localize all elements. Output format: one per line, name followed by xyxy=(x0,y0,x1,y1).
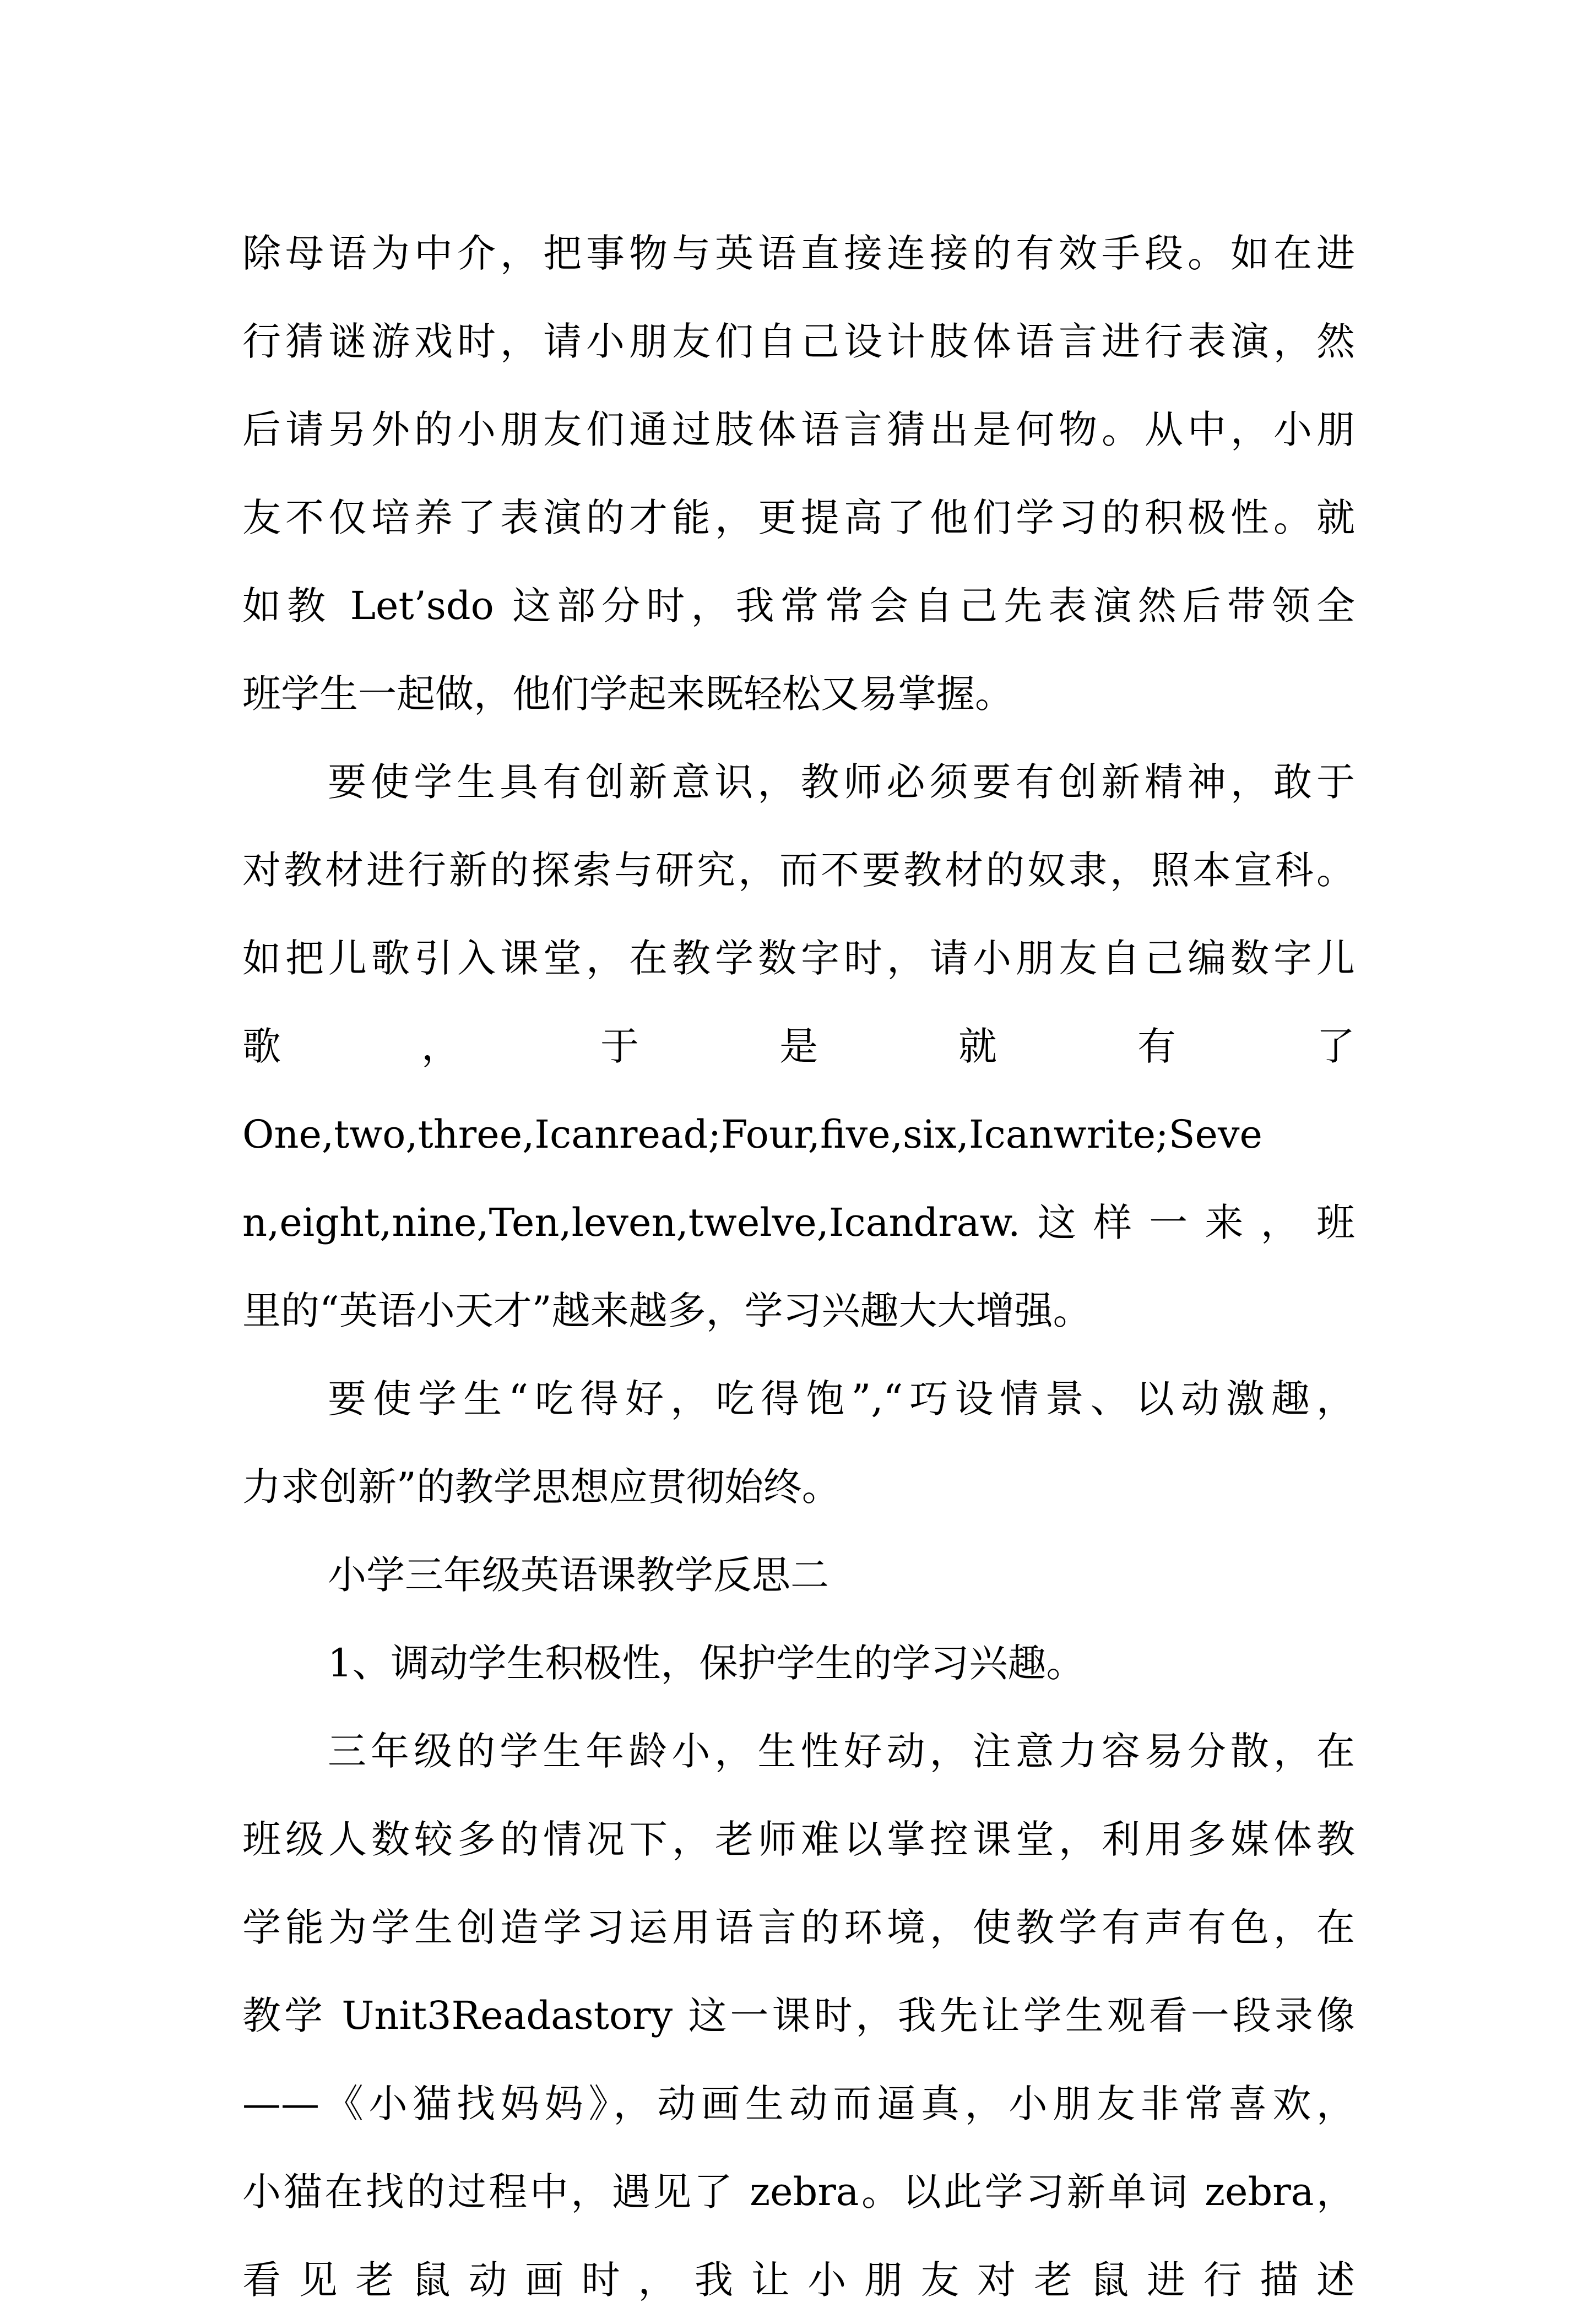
text-line: 里的“英语小天才”越来越多，学习兴趣大大增强。 xyxy=(242,1288,1092,1333)
text-line: 如教 Let’sdo 这部分时，我常常会自己先表演然后带领全 xyxy=(242,583,1355,628)
text-line: 小猫在找的过程中，遇见了 zebra。以此学习新单词 zebra， xyxy=(242,2169,1355,2214)
text-line: 对教材进行新的探索与研究，而不要教材的奴隶，照本宣科。 xyxy=(242,848,1355,893)
text-line: 要使学生“吃得好，吃得饱”,“巧设情景、以动激趣， xyxy=(328,1376,1355,1421)
text-line: One,two,three,Icanread;Four,five,six,Icanwrite;Seve xyxy=(242,1112,1262,1157)
text-line: 班学生一起做，他们学起来既轻松又易掌握。 xyxy=(242,671,1013,716)
text-line: 力求创新”的教学思想应贯彻始终。 xyxy=(242,1464,841,1509)
text-line: 班级人数较多的情况下，老师难以掌控课堂，利用多媒体教 xyxy=(242,1817,1355,1862)
text-line: 歌 ， 于 是 就 有 了 xyxy=(242,1024,1355,1069)
text-line: 1、调动学生积极性，保护学生的学习兴趣。 xyxy=(328,1641,1085,1686)
section-heading: 小学三年级英语课教学反思二 xyxy=(328,1552,829,1598)
document-body xyxy=(242,209,1355,2324)
text-line: ——《小猫找妈妈》，动画生动而逼真，小朋友非常喜欢， xyxy=(242,2081,1355,2126)
text-line: n,eight,nine,Ten,leven,twelve,Icandraw.这样一来，班 xyxy=(242,1200,1355,1245)
text-line: 看 见 老 鼠 动 画 时 ， 我 让 小 朋 友 对 老 鼠 进 行 描 述 xyxy=(242,2257,1355,2303)
text-line: 行猜谜游戏时，请小朋友们自己设计肢体语言进行表演，然 xyxy=(242,319,1355,364)
text-line: 学能为学生创造学习运用语言的环境，使教学有声有色，在 xyxy=(242,1905,1355,1950)
text-line: 要使学生具有创新意识，教师必须要有创新精神，敢于 xyxy=(328,759,1355,805)
text-line: 三年级的学生年龄小，生性好动，注意力容易分散，在 xyxy=(328,1729,1355,1774)
text-line: 友不仅培养了表演的才能，更提高了他们学习的积极性。就 xyxy=(242,495,1355,540)
text-line: 除母语为中介，把事物与英语直接连接的有效手段。如在进 xyxy=(242,231,1355,276)
text-line: 如把儿歌引入课堂，在教学数字时，请小朋友自己编数字儿 xyxy=(242,936,1355,981)
text-line: 后请另外的小朋友们通过肢体语言猜出是何物。从中，小朋 xyxy=(242,407,1355,452)
text-line: 教学 Unit3Readastory 这一课时，我先让学生观看一段录像 xyxy=(242,1993,1355,2038)
